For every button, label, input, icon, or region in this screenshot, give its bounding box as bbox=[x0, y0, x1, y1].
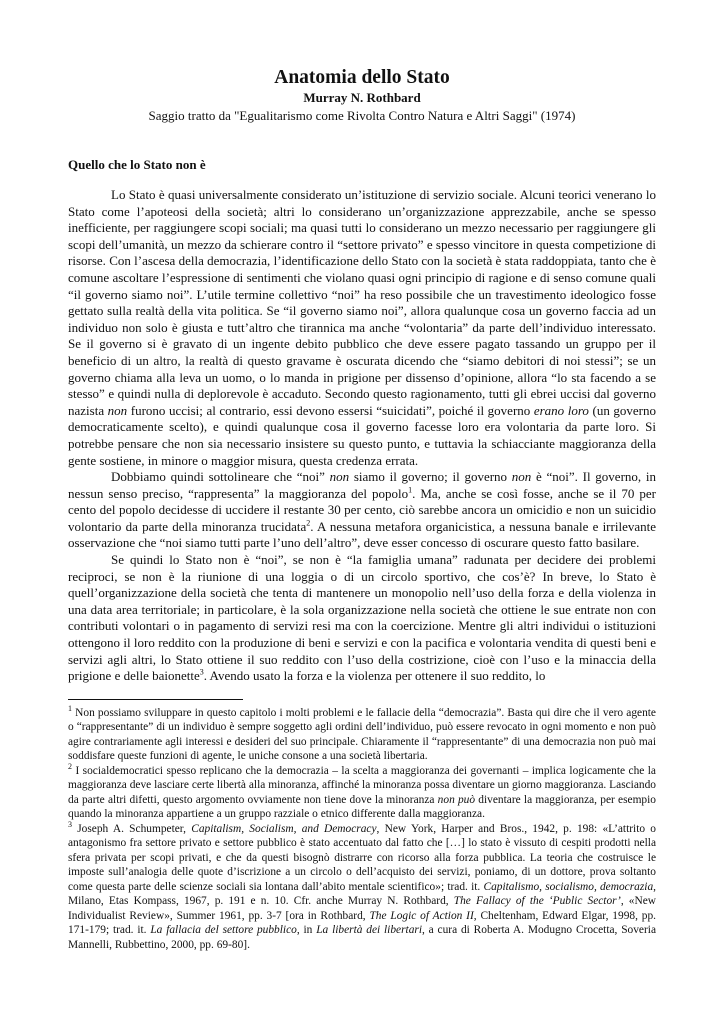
paragraph-2 bbox=[68, 469, 656, 552]
footnote-ref-2[interactable]: 2 bbox=[306, 518, 311, 528]
footnote-2-number: 2 bbox=[68, 762, 72, 772]
footnote-3 bbox=[68, 822, 656, 953]
document-page bbox=[68, 66, 656, 952]
p2-italic-non-2: non bbox=[511, 469, 532, 485]
document-title: Anatomia dello Stato bbox=[274, 67, 450, 88]
footnote-2-italic: non può bbox=[437, 793, 476, 806]
footnote-3-text-i: , Cheltenham, Edward Elgar, 1998, pp. 171-179; trad. it. bbox=[68, 909, 656, 937]
body-text bbox=[68, 187, 656, 685]
p1-italic-erano-loro: erano loro bbox=[533, 402, 589, 418]
footnote-3-italic-b: Capitalism, Socialism, and Democracy bbox=[191, 822, 377, 835]
p3-text-b: . Avendo usato la forza e la violenza per ottenere il suo reddito, lo bbox=[203, 668, 546, 684]
footnote-ref-1[interactable]: 1 bbox=[408, 485, 413, 495]
footnote-3-text-m: , a cura di Roberta A. Modugno Crocetta, Soveria Mannelli, Rubbettino, 2000, pp. 69-80]. bbox=[68, 924, 657, 951]
footnote-3-italic-h: The Logic of Action II bbox=[369, 909, 474, 922]
paragraph-1 bbox=[68, 187, 656, 469]
footnote-divider bbox=[68, 699, 243, 700]
p2-italic-non-1: non bbox=[329, 469, 350, 485]
p1-text-e: (un governo democraticamente scelto), e quindi qualunque cosa il governo facesse loro era volontaria da parte loro. Si potrebbe pensare che non sia necessario insistere su questo punto, e tuttavia la schiacciante maggioranza della gente sostiene, in minore o maggior misura, questa credenza errata. bbox=[68, 402, 656, 468]
footnote-2-text-c: diventare la maggioranza, per esempio quando la minoranza appartiene a un gruppo razziale o etnico differente dalla maggioranza. bbox=[68, 793, 656, 821]
p2-text-g: . A nessuna metafora organicistica, a nessuna banale e irrilevante osservazione che “noi siamo tutti parte l’uno dell’altro”, deve esser concesso di oscurare questo fatto basilare. bbox=[68, 518, 656, 551]
p1-italic-non: non bbox=[107, 402, 128, 418]
footnotes bbox=[68, 706, 656, 953]
section-heading: Quello che lo Stato non è bbox=[68, 157, 206, 172]
paragraph-3 bbox=[68, 552, 656, 685]
footnote-3-text-a: Joseph A. Schumpeter, bbox=[72, 822, 192, 835]
footnote-3-italic-f: The Fallacy of the ‘Public Sector’ bbox=[453, 895, 621, 908]
p2-text-f: . Ma, anche se così fosse, anche se il 70 per cento del popolo decidesse di uccidere il restante 30 per cento, ciò sarebbe ancora un omicidio e non un suicidio volontario da parte della minoranza trucidata bbox=[68, 485, 656, 534]
footnote-3-italic-d: Capitalismo, socialismo, democrazia bbox=[483, 880, 654, 893]
p2-text-c: siamo il governo; il governo bbox=[349, 469, 512, 485]
p1-text-a: Lo Stato è quasi universalmente considerato un’istituzione di servizio sociale. Alcuni teorici venerano lo Stato come l’apoteosi della società; altri lo considerano un’organizzazione apprezzabile, anche se spesso inefficiente, per raggiungere scopi sociali; ma quasi tutti lo considerano un mezzo necessario per raggiungere gli scopi dell’umanità, un mezzo da schierare contro il “settore privato” e spesso vincitore in questa competizione di risorse. Con l’ascesa della democrazia, l’identificazione dello Stato con la società è stata raddoppiata, tanto che è comune ascoltare l’espressione di sentimenti che violano quasi ogni principio di ragione e di senso comune quali “il governo siamo noi”. L’utile termine collettivo “noi” ha reso possibile che un travestimento ideologico fosse gettato sulla realtà della vita politica. Se “il governo siamo noi”, allora qualunque cosa un governo faccia ad un individuo non solo è giusta e tutt’altro che tirannica ma anche “volontaria” da parte dell’individuo interessato. Se il governo si è gravato di un ingente debito pubblico che deve essere pagato tassando un gruppo per il beneficio di un altro, la realtà di questo gravame è oscurata dicendo che “siamo debitori di noi stessi”; se un governo chiama alla leva un uomo, o lo manda in prigione per dissenso d’opinione, allora “lo sta facendo a se stesso” e quindi nulla di deplorevole è accaduto. Secondo questo ragionamento, tutti gli ebrei uccisi dal governo nazista bbox=[68, 187, 656, 418]
document-subtitle: Saggio tratto da "Egualitarismo come Rivolta Contro Natura e Altri Saggi" (1974) bbox=[148, 108, 576, 123]
footnote-1-text: Non possiamo sviluppare in questo capitolo i molti problemi e le fallacie della “democrazia”. Basta qui dire che il vero agente o “rappresentante” di un individuo è sempre soggetto agli ordini dell’individuo, può essere revocato in ogni momento e non può agire contrariamente agli interessi e desideri del suo principale. Chiaramente il “rappresentante” di una democrazia non può mai soddisfare queste funzioni di agente, le uniche consone a una società libertaria. bbox=[68, 706, 656, 763]
document-author: Murray N. Rothbard bbox=[303, 90, 421, 105]
footnote-3-text-e: , Milano, Etas Kompass, 1967, p. 191 e n. 10. Cfr. anche Murray N. Rothbard, bbox=[68, 880, 656, 908]
p3-text-a: Se quindi lo Stato non è “noi”, se non è “la famiglia umana” radunata per decidere dei problemi reciproci, se non è la riunione di una loggia o di un circolo sportivo, che cos’è? In breve, lo Stato è quell’organizzazione della società che tenta di mantenere un monopolio nell’uso della forza e della violenza in una data area territoriale; in particolare, è la sola organizzazione nella società che ottiene le sue entrate non con contributi volontari o in pagamento di servizi resi ma con la coercizione. Mentre gli altri individui o istituzioni ottengono il loro reddito con la produzione di beni e servizi e con la pacifica e volontaria vendita di questi beni e servizi agli altri, lo Stato ottiene il suo reddito con l’uso della costrizione, cioè con l’uso e la minaccia della prigione e delle baionette bbox=[68, 552, 656, 684]
footnote-1 bbox=[68, 706, 656, 764]
footnote-3-number: 3 bbox=[68, 820, 72, 830]
footnote-2-text-a: I socialdemocratici spesso replicano che la democrazia – la scelta a maggioranza dei governanti – implica logicamente che la maggioranza deve lasciare certe libertà alla minoranza, affinché la minoranza possa diventare un giorno maggioranza. Lasciando da parte altri difetti, questo argomento ovviamente non tiene dove la minoranza bbox=[68, 764, 656, 806]
p2-text-e: è “noi”. Il governo, in nessun senso preciso, “rappresenta” la maggioranza del popolo bbox=[68, 469, 656, 501]
p2-text-a: Dobbiamo quindi sottolineare che “noi” bbox=[111, 469, 330, 485]
p1-text-c: furono uccisi; al contrario, essi devono essersi “suicidati”, poiché il governo bbox=[127, 402, 534, 418]
footnote-3-italic-j: La fallacia del settore pubblico bbox=[150, 924, 297, 937]
footnote-1-number: 1 bbox=[68, 704, 72, 714]
footnote-3-text-k: , in bbox=[296, 924, 317, 937]
footnote-2 bbox=[68, 764, 656, 822]
footnote-ref-3[interactable]: 3 bbox=[199, 667, 204, 677]
footnote-3-text-g: , «New Individualist Review», Summer 1961, pp. 3-7 [ora in Rothbard, bbox=[68, 895, 656, 922]
footnote-3-text-c: , New York, Harper and Bros., 1942, p. 198: «L’attrito o antagonismo fra settore privato e settore pubblico è stato accentuato dal fatto che […] lo stato è vissuto di cespiti prodotti nella sfera privata per scopi privati, e che da questi bisognò distrarre con ricorso alla forza pubblica. La teoria che costruisce le imposte sull’analogia delle quote d’iscrizione a un circolo o dell’acquisto dei servizi, poniamo, di un dottore, prova soltanto come questa parte delle scienze sociali sia lontana dall’abito mentale scientifico»; trad. it. bbox=[68, 822, 656, 893]
footnote-3-italic-l: La libertà dei libertari bbox=[316, 924, 422, 937]
